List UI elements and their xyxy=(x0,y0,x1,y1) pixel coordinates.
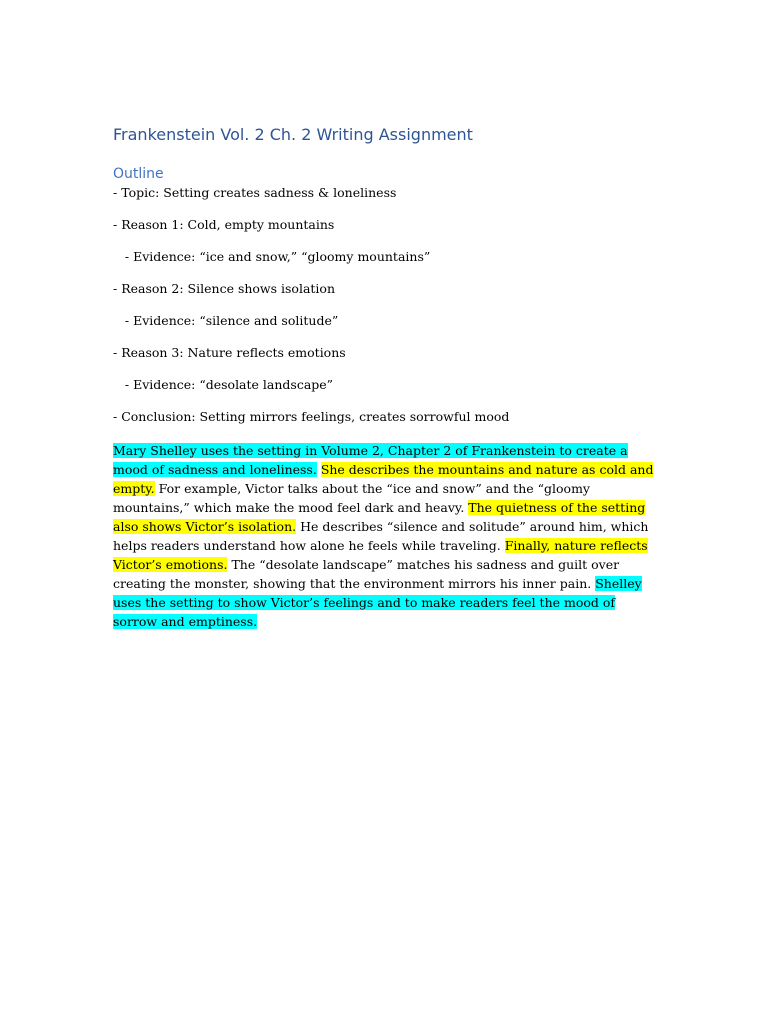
outline-list xyxy=(113,185,660,425)
outline-item-reason-1: - Reason 1: Cold, empty mountains xyxy=(113,217,335,232)
reason-3-highlight: Finally, nature reflects Victor’s emotions. xyxy=(113,538,648,572)
outline-item-topic: - Topic: Setting creates sadness & loneliness xyxy=(113,185,397,200)
evidence-1-text: For example, Victor talks about the “ice and snow” and the “gloomy mountains,” which make the mood feel dark and heavy. xyxy=(113,481,590,515)
outline-item-reason-2: - Reason 2: Silence shows isolation xyxy=(113,281,336,296)
evidence-3-text: The “desolate landscape” matches his sadness and guilt over creating the monster, showing that the environment mirrors his inner pain. xyxy=(113,557,620,591)
outline-item-evidence-1: - Evidence: “ice and snow,” “gloomy mountains” xyxy=(113,249,431,264)
reason-1-highlight: She describes the mountains and nature as cold and empty. xyxy=(113,462,654,496)
outline-heading: Outline xyxy=(113,166,164,182)
document-title: Frankenstein Vol. 2 Ch. 2 Writing Assignment xyxy=(113,125,473,144)
essay-paragraph xyxy=(113,441,661,631)
outline-item-evidence-3: - Evidence: “desolate landscape” xyxy=(113,377,334,392)
outline-item-reason-3: - Reason 3: Nature reflects emotions xyxy=(113,345,346,360)
conclusion-highlight: Shelley uses the setting to show Victor’s feelings and to make readers feel the mood of sorrow and emptiness. xyxy=(113,576,642,629)
reason-2-highlight: The quietness of the setting also shows Victor’s isolation. xyxy=(113,500,646,534)
outline-item-conclusion: - Conclusion: Setting mirrors feelings, creates sorrowful mood xyxy=(113,409,510,424)
topic-sentence-highlight: Mary Shelley uses the setting in Volume 2, Chapter 2 of Frankenstein to create a mood of sadness and loneliness. xyxy=(113,443,628,477)
evidence-2-text: He describes “silence and solitude” around him, which helps readers understand how alone he feels while traveling. xyxy=(113,519,649,553)
outline-item-evidence-2: - Evidence: “silence and solitude” xyxy=(113,313,339,328)
